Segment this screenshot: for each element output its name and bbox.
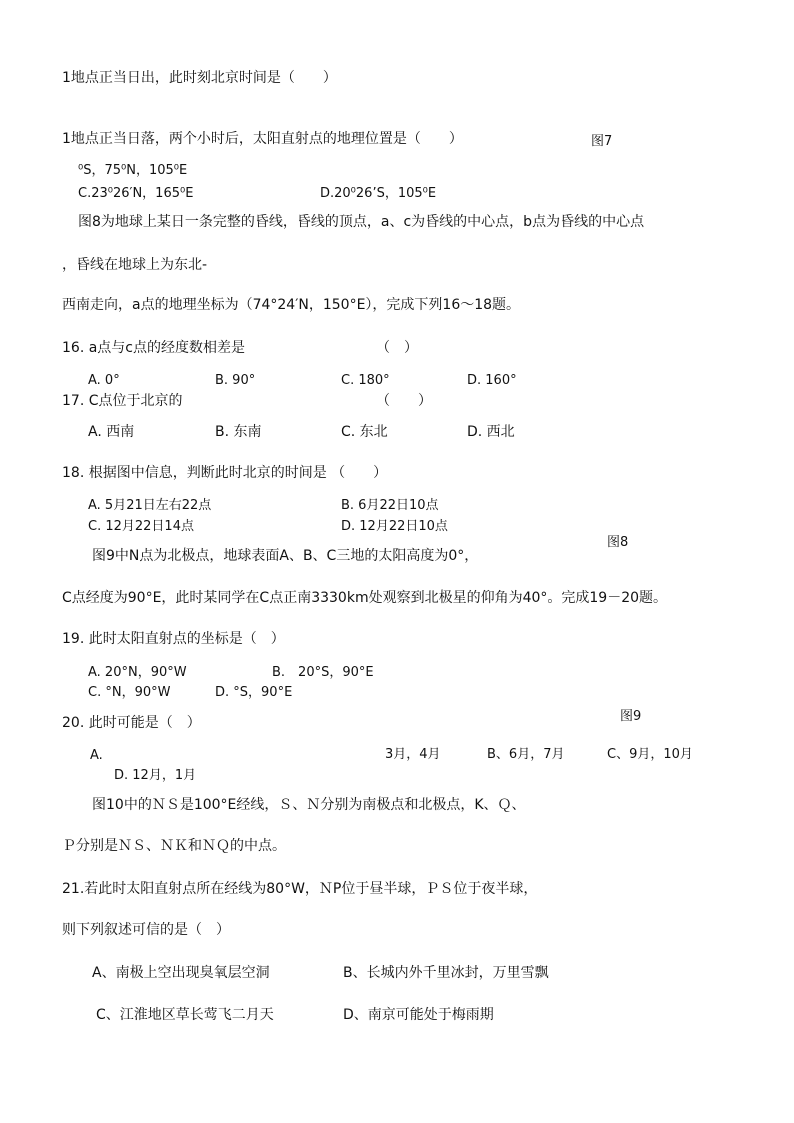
q19-option-a: A. 20°N，90°W xyxy=(88,665,187,680)
q21-option-a: A、南极上空出现臭氧层空洞 xyxy=(92,965,270,981)
q16-option-b: B. 90° xyxy=(215,373,256,388)
q18-option-d: D. 12月22日10点 xyxy=(341,519,448,534)
q20-option-a: A. xyxy=(90,748,103,763)
q20-option-d: D. 12月，1月 xyxy=(114,768,197,783)
paragraph-fig10-line-1: 图10中的ＮＳ是100°E经线，Ｓ、Ｎ分别为南极点和北极点，K、Ｑ、 xyxy=(92,797,526,813)
q16-option-c: C. 180° xyxy=(341,373,390,388)
figure-label-7: 图7 xyxy=(591,134,613,149)
q18-option-a: A. 5月21日左右22点 xyxy=(88,498,212,513)
q20-option-c: C、9月，10月 xyxy=(607,747,693,762)
paragraph-fig10-line-2: Ｐ分别是ＮＳ、ＮＫ和ＮＱ的中点。 xyxy=(62,838,286,854)
question-18: 18. 根据图中信息，判断此时北京的时间是 （ ） xyxy=(62,465,388,481)
q17-option-c: C. 东北 xyxy=(341,424,388,440)
q21-option-c: C、江淮地区草长莺飞二月天 xyxy=(96,1007,274,1023)
q17-option-d: D. 西北 xyxy=(467,424,515,440)
q21-option-d: D、南京可能处于梅雨期 xyxy=(343,1007,494,1023)
q21-option-b: B、长城内外千里冰封，万里雪飘 xyxy=(343,965,549,981)
option-d: D.20⁰26’S，105⁰E xyxy=(320,186,437,201)
paragraph-fig8-line-1: 图8为地球上某日一条完整的昏线，昏线的顶点，a、c为昏线的中心点，b点为昏线的中心点 xyxy=(78,214,645,230)
question-16-paren: （ ） xyxy=(376,340,418,356)
q18-option-c: C. 12月22日14点 xyxy=(88,519,194,534)
q18-option-b: B. 6月22日10点 xyxy=(341,498,439,513)
question-line-1: 1地点正当日出，此时刻北京时间是（ ） xyxy=(62,70,337,86)
q20-option-a-value: 3月，4月 xyxy=(385,747,441,762)
q20-option-b: B、6月，7月 xyxy=(487,747,565,762)
q17-option-b: B. 东南 xyxy=(215,424,262,440)
question-21-line-2: 则下列叙述可信的是（ ） xyxy=(62,922,230,938)
question-17: 17. C点位于北京的 xyxy=(62,393,183,409)
option-c: C.23⁰26′N，165⁰E xyxy=(78,186,194,201)
figure-label-8: 图8 xyxy=(607,535,629,550)
q19-option-c: C. °N，90°W xyxy=(88,685,171,700)
question-21: 21.若此时太阳直射点所在经线为80°W，ＮP位于昼半球，ＰＳ位于夜半球， xyxy=(62,881,538,897)
paragraph-fig9-line-2: C点经度为90°E，此时某同学在C点正南3330km处观察到北极星的仰角为40°。完成19－20题。 xyxy=(62,590,668,606)
option-line-ab: ⁰S，75⁰N，105⁰E xyxy=(78,163,188,178)
question-17-paren: （ ） xyxy=(376,393,432,409)
question-line-2: 1地点正当日落，两个小时后，太阳直射点的地理位置是（ ） xyxy=(62,131,463,147)
paragraph-fig8-line-2: ，昏线在地球上为东北- xyxy=(62,257,208,273)
paragraph-fig9-line-1: 图9中N点为北极点，地球表面A、B、C三地的太阳高度为0°， xyxy=(92,548,479,564)
q19-option-b: B. 20°S，90°E xyxy=(272,665,374,680)
question-20: 20. 此时可能是（ ） xyxy=(62,715,201,731)
question-19: 19. 此时太阳直射点的坐标是（ ） xyxy=(62,631,285,647)
question-16: 16. a点与c点的经度数相差是 xyxy=(62,340,245,356)
paragraph-fig8-line-3: 西南走向，a点的地理坐标为（74°24′N，150°E），完成下列16～18题。 xyxy=(62,297,521,313)
q16-option-d: D. 160° xyxy=(467,373,517,388)
figure-label-9: 图9 xyxy=(620,709,642,724)
q17-option-a: A. 西南 xyxy=(88,424,135,440)
q19-option-d: D. °S，90°E xyxy=(215,685,293,700)
q16-option-a: A. 0° xyxy=(88,373,120,388)
